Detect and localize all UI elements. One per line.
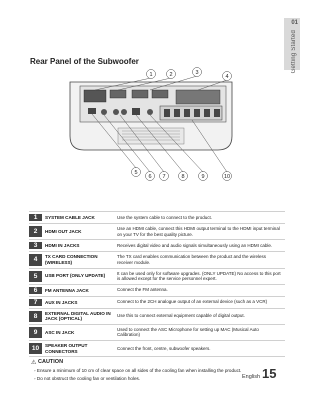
- callout-9: [199, 172, 208, 181]
- row-jack-name: FM ANTENNA JACK: [45, 287, 89, 293]
- page-number: 15: [262, 366, 277, 381]
- callout-4: [223, 72, 232, 81]
- callout-3-label: 3: [195, 70, 199, 76]
- table-row: [29, 251, 285, 267]
- callout-10: [223, 172, 232, 181]
- cooling-vent: [118, 128, 184, 144]
- callout-7: [160, 172, 169, 181]
- hdmi-in-jack-2: [152, 90, 168, 98]
- callout-1: [147, 70, 156, 79]
- callout-1-label: 1: [149, 72, 153, 78]
- system-cable-jack: [84, 90, 106, 102]
- row-number: 10: [29, 343, 42, 354]
- aux-in-jack-left: [113, 109, 119, 115]
- caution-heading: CAUTION: [38, 359, 64, 365]
- row-description: Use this to connect external equipment capable of digital output.: [117, 313, 245, 319]
- callout-2: [167, 70, 176, 79]
- row-number: 4: [29, 254, 42, 265]
- table-row: [29, 223, 285, 239]
- caution-item: [34, 376, 140, 381]
- row-number: 1: [29, 214, 42, 221]
- row-number: 3: [29, 242, 42, 249]
- row-jack-name: TX CARD CONNECTION (WIRELESS): [45, 254, 98, 265]
- row-jack-name: EXTERNAL DIGITAL AUDIO IN JACK (OPTICAL): [45, 310, 111, 322]
- jack-description-table: [29, 211, 285, 357]
- row-jack-name: SYSTEM CABLE JACK: [45, 214, 95, 220]
- row-description: Use the system cable to connect to the product.: [117, 214, 213, 220]
- callout-6-label: 6: [148, 174, 152, 180]
- caution-item: [34, 368, 241, 373]
- table-row: [29, 340, 285, 357]
- callout-10-label: 10: [223, 174, 231, 180]
- row-description: Connect to the 2CH analogue output of an external device (such as a VCR): [117, 299, 268, 305]
- hdmi-out-jack: [110, 90, 126, 98]
- row-number: 7: [29, 299, 42, 306]
- row-description: Connect the front, centre, subwoofer speakers.: [117, 345, 211, 351]
- callout-2-label: 2: [169, 72, 173, 78]
- table-row: [29, 211, 285, 223]
- row-description: It can be used only for software upgrades. (ONLY UPDATE) No access to this port is allowed except for the service personnel expert.: [117, 270, 281, 282]
- callout-3: [193, 68, 202, 77]
- table-row: [29, 308, 285, 324]
- row-jack-name: AUX IN JACKS: [45, 299, 78, 305]
- row-description: Use an HDMI cable, connect this HDMI output terminal to the HDMI input terminal on your TV for the best quality picture.: [117, 226, 280, 237]
- callout-6: [146, 172, 155, 181]
- page-title: Rear Panel of the Subwoofer: [30, 57, 139, 66]
- bullet-icon: ◦: [34, 376, 37, 381]
- table-row: [29, 268, 285, 284]
- callout-8-label: 8: [181, 174, 185, 180]
- aux-in-jack-right: [121, 109, 127, 115]
- table-row: [29, 296, 285, 308]
- caution-icon: ⚠: [31, 360, 37, 366]
- caution-item-text: Ensure a minimum of 10 cm of clear space on all sides of the cooling fan when installing the product.: [36, 368, 242, 373]
- row-description: Connect the FM antenna.: [117, 287, 168, 293]
- row-description: The TX card enables communication between the product and the wireless receiver module.: [117, 254, 267, 265]
- callout-7-label: 7: [162, 174, 166, 180]
- row-number: 2: [29, 226, 42, 237]
- callout-5: [132, 168, 141, 177]
- table-row: [29, 324, 285, 340]
- row-jack-name: SPEAKER OUTPUT CONNECTORS: [45, 343, 88, 354]
- footer-language: English: [242, 374, 261, 380]
- row-jack-name: ASC IN JACK: [45, 329, 75, 335]
- row-description: Receives digital video and audio signals simultaneously using an HDMI cable.: [117, 242, 273, 248]
- row-number: 6: [29, 287, 42, 294]
- callout-4-label: 4: [225, 74, 229, 80]
- row-description: Used to connect the ASC Microphone for setting up MAC (Musical Auto Calibration): [117, 326, 259, 338]
- row-jack-name: USB PORT (ONLY UPDATE): [45, 273, 106, 279]
- callout-9-label: 9: [201, 174, 205, 180]
- caution-item-text: Do not obstruct the cooling fan or ventilation holes.: [36, 376, 141, 381]
- optical-in-jack: [132, 108, 140, 115]
- table-row: [29, 239, 285, 251]
- table-row: [29, 284, 285, 296]
- row-jack-name: HDMI OUT JACK: [45, 228, 82, 234]
- subwoofer-rear-panel-illustration: [0, 0, 300, 210]
- asc-in-jack: [147, 109, 153, 115]
- row-number: 8: [29, 311, 42, 322]
- bullet-icon: ◦: [34, 368, 37, 373]
- callout-8: [179, 172, 188, 181]
- fm-antenna-jack: [101, 109, 107, 115]
- row-number: 9: [29, 327, 42, 338]
- chapter-number: 01: [291, 20, 298, 26]
- row-number: 5: [29, 271, 42, 282]
- usb-port: [88, 108, 96, 114]
- hdmi-in-jack-1: [132, 90, 148, 98]
- chapter-label: Getting Started: [291, 30, 297, 74]
- row-jack-name: HDMI IN JACKS: [45, 243, 80, 248]
- tx-card-slot: [176, 90, 220, 104]
- callout-5-label: 5: [134, 170, 138, 176]
